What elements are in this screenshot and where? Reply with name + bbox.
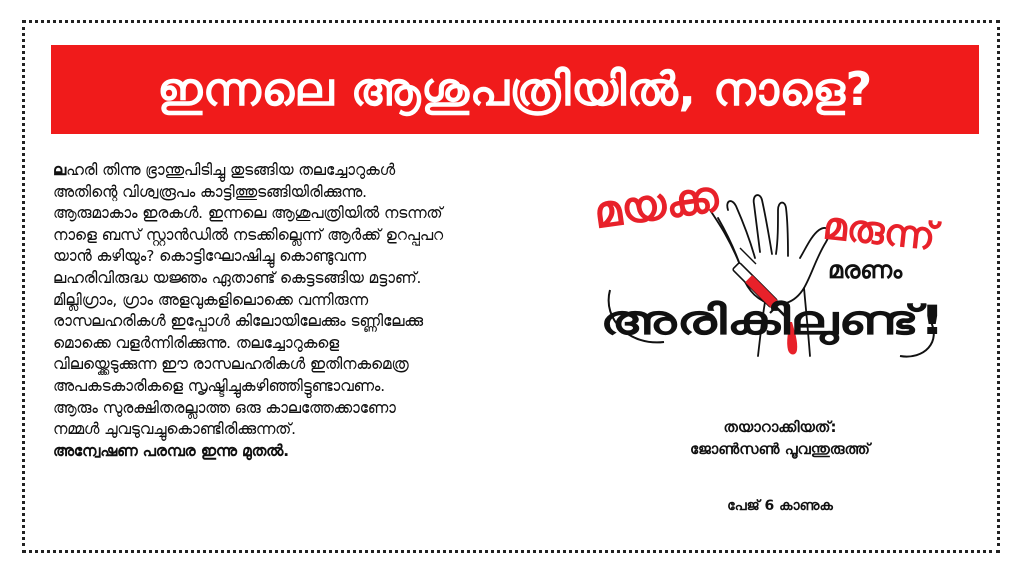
- article-line: ആരുമാകാം ഇരകൾ. ഇന്നലെ ആശുപത്രിയിൽ നടന്നത്: [53, 204, 443, 223]
- article-line: നമ്മൾ ചുവടുവച്ചുകൊണ്ടിരിക്കുന്നത്.: [53, 420, 297, 439]
- article-line: നാളെ ബസ് സ്റ്റാൻഡിൽ നടക്കില്ലെന്ന് ആർക്ക് ഉറപ്പുപറ: [53, 225, 444, 244]
- credit-author: ജോൺസൺ പൂവന്തുരുത്ത്: [690, 440, 870, 458]
- credit-label: തയാറാക്കിയത്:: [723, 418, 837, 436]
- credit-block: [600, 416, 960, 460]
- artwork-word-1: മയക്ക: [590, 170, 722, 239]
- headline-banner: [51, 45, 979, 134]
- article-line: യാൻ കഴിയും? കൊട്ടിഘോഷിച്ചു കൊണ്ടുവന്ന: [53, 247, 366, 266]
- artwork-word-3: മരണം: [828, 256, 903, 284]
- article-line: ആരും സുരക്ഷിതരല്ലാത്ത ഒരു കാലത്തേക്കാണോ: [53, 398, 396, 417]
- article-line: വിലയ്ക്കെടുക്കുന്ന ഈ രാസലഹരികൾ ഇതിനകമെത്ര: [53, 355, 409, 374]
- article-first-line-text: ഹരി തിന്നു ഭ്രാന്തുപിടിച്ചു തുടങ്ങിയ തലച്ചോറുകൾ: [66, 161, 395, 179]
- headline-title: ഇന്നലെ ആശുപത്രിയിൽ, നാളെ?: [157, 61, 873, 116]
- artwork-word-2: മരുന്ന്: [821, 203, 938, 259]
- article-line: അതിന്റെ വിശ്വരൂപം കാട്ടിത്തുടങ്ങിയിരിക്കുന്നു.: [53, 182, 367, 201]
- page-reference: പേജ് 6 കാണുക: [727, 498, 833, 514]
- artwork-word-4: അരികിലുണ്ട്!: [600, 298, 846, 344]
- article-line: [53, 160, 593, 182]
- drug-warning-artwork: [590, 170, 955, 370]
- article-line: രാസലഹരികൾ ഇപ്പോൾ കിലോയിലേക്കും ടണ്ണിലേക്കു: [53, 312, 423, 331]
- article-line: മില്ലിഗ്രാം, ഗ്രാം അളവുകളിലൊക്കെ വന്നിരുന്ന: [53, 290, 368, 309]
- article-body: [53, 160, 593, 462]
- article-line: മൊക്കെ വളർന്നിരിക്കുന്നു. തലച്ചോറുകളെ: [53, 333, 340, 352]
- article-line: ലഹരിവിരുദ്ധ യജ്ഞം ഏതാണ്ട് കെട്ടടങ്ങിയ മട്ടാണ്.: [53, 268, 422, 287]
- article-line: അപകടകാരികളെ സൃഷ്ടിച്ചുകഴിഞ്ഞിട്ടുണ്ടാവണം.: [53, 376, 386, 395]
- article-first-letter: ല: [53, 161, 67, 179]
- article-closing-line: അന്വേഷണ പരമ്പര ഇന്നു മുതൽ.: [53, 441, 290, 460]
